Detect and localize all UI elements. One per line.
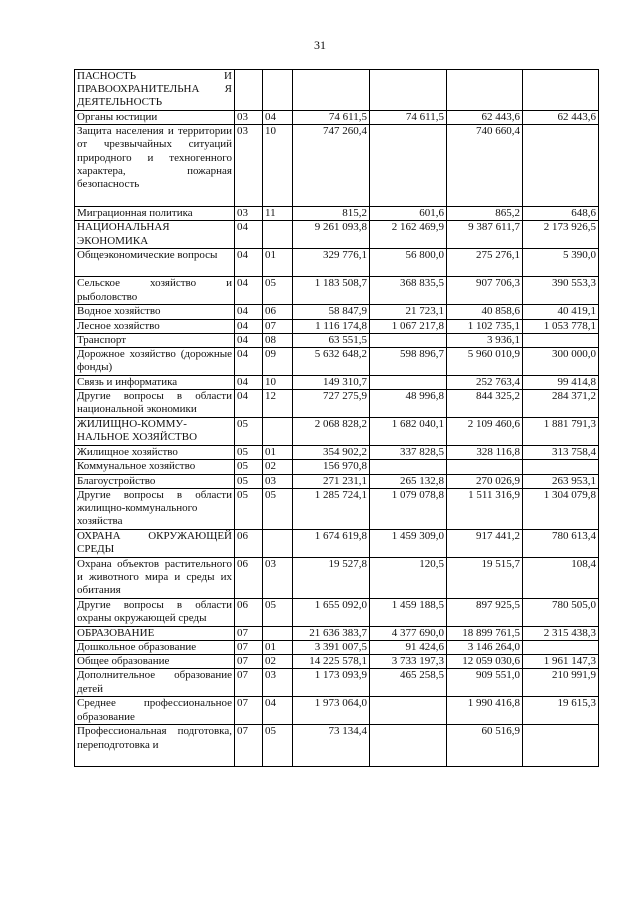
subsection-code: 05 xyxy=(263,725,293,767)
section-code: 06 xyxy=(235,529,263,557)
amount-col-2: 368 835,5 xyxy=(370,277,447,305)
amount-col-3: 18 899 761,5 xyxy=(447,626,523,640)
row-name: ОХРАНА ОКРУЖАЮЩЕЙ СРЕДЫ xyxy=(75,529,235,557)
amount-col-1: 354 902,2 xyxy=(293,446,370,460)
amount-col-3: 865,2 xyxy=(447,207,523,221)
table-row xyxy=(75,376,599,390)
row-name: Защита населения и территории от чрезвычайных ситуаций природного и техногенного характера, пожарная безопасность xyxy=(75,125,235,207)
table-row xyxy=(75,125,599,207)
amount-col-4: 40 419,1 xyxy=(523,305,599,319)
amount-col-4: 2 173 926,5 xyxy=(523,221,599,249)
amount-col-1: 58 847,9 xyxy=(293,305,370,319)
row-name: Общее образование xyxy=(75,655,235,669)
section-code: 04 xyxy=(235,277,263,305)
amount-col-3: 917 441,2 xyxy=(447,529,523,557)
row-name: ПАСНОСТЬ И ПРАВООХРАНИТЕЛЬНА Я ДЕЯТЕЛЬНОСТЬ xyxy=(75,70,235,111)
table-row xyxy=(75,333,599,347)
amount-col-4 xyxy=(523,460,599,474)
amount-col-4: 62 443,6 xyxy=(523,111,599,125)
subsection-code: 05 xyxy=(263,598,293,626)
row-name: Жилищное хозяйство xyxy=(75,446,235,460)
amount-col-1: 747 260,4 xyxy=(293,125,370,207)
row-name: Дополнительное образование детей xyxy=(75,669,235,697)
amount-col-1: 3 391 007,5 xyxy=(293,641,370,655)
amount-col-1: 1 655 092,0 xyxy=(293,598,370,626)
row-name: ОБРАЗОВАНИЕ xyxy=(75,626,235,640)
amount-col-2: 1 079 078,8 xyxy=(370,488,447,529)
amount-col-4 xyxy=(523,125,599,207)
section-code: 04 xyxy=(235,305,263,319)
amount-col-4: 263 953,1 xyxy=(523,474,599,488)
table-row xyxy=(75,207,599,221)
subsection-code: 02 xyxy=(263,655,293,669)
amount-col-3: 3 146 264,0 xyxy=(447,641,523,655)
subsection-code: 09 xyxy=(263,348,293,376)
table-row xyxy=(75,655,599,669)
table-row xyxy=(75,390,599,418)
table-row xyxy=(75,249,599,277)
subsection-code: 06 xyxy=(263,305,293,319)
amount-col-3: 270 026,9 xyxy=(447,474,523,488)
amount-col-3 xyxy=(447,460,523,474)
amount-col-4: 5 390,0 xyxy=(523,249,599,277)
amount-col-3: 1 511 316,9 xyxy=(447,488,523,529)
amount-col-4: 390 553,3 xyxy=(523,277,599,305)
section-code: 04 xyxy=(235,390,263,418)
row-name: Сельское хозяйство и рыболовство xyxy=(75,277,235,305)
table-row xyxy=(75,460,599,474)
section-code xyxy=(235,70,263,111)
amount-col-3: 907 706,3 xyxy=(447,277,523,305)
amount-col-2: 56 800,0 xyxy=(370,249,447,277)
section-code: 06 xyxy=(235,557,263,598)
amount-col-3: 275 276,1 xyxy=(447,249,523,277)
table-row xyxy=(75,305,599,319)
amount-col-3: 3 936,1 xyxy=(447,333,523,347)
amount-col-3: 5 960 010,9 xyxy=(447,348,523,376)
row-name: Миграционная политика xyxy=(75,207,235,221)
amount-col-3: 909 551,0 xyxy=(447,669,523,697)
subsection-code: 03 xyxy=(263,557,293,598)
row-name: Водное хозяйство xyxy=(75,305,235,319)
subsection-code: 10 xyxy=(263,125,293,207)
section-code: 04 xyxy=(235,333,263,347)
subsection-code: 01 xyxy=(263,446,293,460)
amount-col-2: 1 682 040,1 xyxy=(370,418,447,446)
section-code: 03 xyxy=(235,207,263,221)
amount-col-1: 5 632 648,2 xyxy=(293,348,370,376)
section-code: 07 xyxy=(235,626,263,640)
amount-col-4: 300 000,0 xyxy=(523,348,599,376)
amount-col-3: 2 109 460,6 xyxy=(447,418,523,446)
section-code: 06 xyxy=(235,598,263,626)
table-row xyxy=(75,725,599,767)
amount-col-3: 1 102 735,1 xyxy=(447,319,523,333)
amount-col-4: 210 991,9 xyxy=(523,669,599,697)
amount-col-2 xyxy=(370,376,447,390)
amount-col-2: 21 723,1 xyxy=(370,305,447,319)
table-row xyxy=(75,529,599,557)
amount-col-4: 1 304 079,8 xyxy=(523,488,599,529)
section-code: 04 xyxy=(235,376,263,390)
amount-col-2 xyxy=(370,125,447,207)
table-row xyxy=(75,697,599,725)
row-name: Дошкольное образование xyxy=(75,641,235,655)
amount-col-1: 1 173 093,9 xyxy=(293,669,370,697)
table-row xyxy=(75,446,599,460)
row-name: Профессиональная подготовка, переподготовка и xyxy=(75,725,235,767)
amount-col-2: 465 258,5 xyxy=(370,669,447,697)
amount-col-3: 9 387 611,7 xyxy=(447,221,523,249)
subsection-code xyxy=(263,221,293,249)
amount-col-4: 19 615,3 xyxy=(523,697,599,725)
amount-col-1: 149 310,7 xyxy=(293,376,370,390)
section-code: 05 xyxy=(235,474,263,488)
subsection-code: 07 xyxy=(263,319,293,333)
section-code: 07 xyxy=(235,669,263,697)
subsection-code: 10 xyxy=(263,376,293,390)
row-name: Среднее профессиональное образование xyxy=(75,697,235,725)
section-code: 04 xyxy=(235,249,263,277)
row-name: Органы юстиции xyxy=(75,111,235,125)
row-name: Коммунальное хозяйство xyxy=(75,460,235,474)
amount-col-1: 73 134,4 xyxy=(293,725,370,767)
amount-col-1: 21 636 383,7 xyxy=(293,626,370,640)
subsection-code xyxy=(263,70,293,111)
amount-col-4: 780 505,0 xyxy=(523,598,599,626)
amount-col-2 xyxy=(370,725,447,767)
amount-col-1: 14 225 578,1 xyxy=(293,655,370,669)
amount-col-3: 62 443,6 xyxy=(447,111,523,125)
section-code: 05 xyxy=(235,446,263,460)
subsection-code: 03 xyxy=(263,669,293,697)
amount-col-2: 337 828,5 xyxy=(370,446,447,460)
amount-col-1: 329 776,1 xyxy=(293,249,370,277)
subsection-code: 02 xyxy=(263,460,293,474)
table-row xyxy=(75,598,599,626)
amount-col-4: 2 315 438,3 xyxy=(523,626,599,640)
amount-col-2 xyxy=(370,460,447,474)
amount-col-2: 1 459 188,5 xyxy=(370,598,447,626)
section-code: 04 xyxy=(235,348,263,376)
subsection-code: 04 xyxy=(263,697,293,725)
table-row xyxy=(75,474,599,488)
subsection-code: 05 xyxy=(263,488,293,529)
amount-col-4: 108,4 xyxy=(523,557,599,598)
subsection-code: 01 xyxy=(263,641,293,655)
row-name: Лесное хозяйство xyxy=(75,319,235,333)
table-row xyxy=(75,277,599,305)
amount-col-1: 19 527,8 xyxy=(293,557,370,598)
amount-col-1: 1 285 724,1 xyxy=(293,488,370,529)
amount-col-2 xyxy=(370,697,447,725)
row-name: Дорожное хозяйство (дорожные фонды) xyxy=(75,348,235,376)
section-code: 07 xyxy=(235,725,263,767)
subsection-code xyxy=(263,418,293,446)
row-name: ЖИЛИЩНО-КОММУ-НАЛЬНОЕ ХОЗЯЙСТВО xyxy=(75,418,235,446)
amount-col-2: 74 611,5 xyxy=(370,111,447,125)
amount-col-3 xyxy=(447,70,523,111)
amount-col-4: 99 414,8 xyxy=(523,376,599,390)
amount-col-1: 63 551,5 xyxy=(293,333,370,347)
subsection-code: 08 xyxy=(263,333,293,347)
amount-col-2: 120,5 xyxy=(370,557,447,598)
amount-col-4: 780 613,4 xyxy=(523,529,599,557)
row-name: Охрана объектов растительного и животного мира и среды их обитания xyxy=(75,557,235,598)
table-row xyxy=(75,319,599,333)
amount-col-2: 1 067 217,8 xyxy=(370,319,447,333)
page-number: 31 xyxy=(314,38,326,52)
amount-col-2 xyxy=(370,70,447,111)
row-name: Благоустройство xyxy=(75,474,235,488)
amount-col-4: 648,6 xyxy=(523,207,599,221)
row-name: Связь и информатика xyxy=(75,376,235,390)
amount-col-4: 1 881 791,3 xyxy=(523,418,599,446)
section-code: 04 xyxy=(235,221,263,249)
section-code: 03 xyxy=(235,111,263,125)
amount-col-2: 48 996,8 xyxy=(370,390,447,418)
subsection-code: 04 xyxy=(263,111,293,125)
amount-col-4 xyxy=(523,333,599,347)
subsection-code xyxy=(263,626,293,640)
amount-col-2: 4 377 690,0 xyxy=(370,626,447,640)
table-row xyxy=(75,221,599,249)
section-code: 05 xyxy=(235,460,263,474)
table-row xyxy=(75,669,599,697)
amount-col-1: 9 261 093,8 xyxy=(293,221,370,249)
amount-col-3: 740 660,4 xyxy=(447,125,523,207)
subsection-code: 11 xyxy=(263,207,293,221)
row-name: Другие вопросы в области национальной экономики xyxy=(75,390,235,418)
amount-col-2: 91 424,6 xyxy=(370,641,447,655)
section-code: 03 xyxy=(235,125,263,207)
section-code: 04 xyxy=(235,319,263,333)
amount-col-2: 1 459 309,0 xyxy=(370,529,447,557)
amount-col-1: 156 970,8 xyxy=(293,460,370,474)
amount-col-4 xyxy=(523,725,599,767)
subsection-code: 12 xyxy=(263,390,293,418)
amount-col-2: 3 733 197,3 xyxy=(370,655,447,669)
budget-table xyxy=(74,69,599,767)
amount-col-4: 313 758,4 xyxy=(523,446,599,460)
amount-col-3: 897 925,5 xyxy=(447,598,523,626)
table-row xyxy=(75,641,599,655)
subsection-code: 03 xyxy=(263,474,293,488)
row-name: Другие вопросы в области охраны окружающей среды xyxy=(75,598,235,626)
amount-col-1 xyxy=(293,70,370,111)
table-row xyxy=(75,418,599,446)
table-row xyxy=(75,70,599,111)
amount-col-3: 844 325,2 xyxy=(447,390,523,418)
row-name: Общеэкономические вопросы xyxy=(75,249,235,277)
amount-col-2: 265 132,8 xyxy=(370,474,447,488)
table-row xyxy=(75,626,599,640)
table-row xyxy=(75,348,599,376)
amount-col-3: 252 763,4 xyxy=(447,376,523,390)
subsection-code: 05 xyxy=(263,277,293,305)
section-code: 05 xyxy=(235,418,263,446)
table-row xyxy=(75,557,599,598)
amount-col-4 xyxy=(523,70,599,111)
amount-col-1: 1 973 064,0 xyxy=(293,697,370,725)
amount-col-2: 601,6 xyxy=(370,207,447,221)
table-row xyxy=(75,488,599,529)
amount-col-4 xyxy=(523,641,599,655)
amount-col-3: 60 516,9 xyxy=(447,725,523,767)
amount-col-1: 727 275,9 xyxy=(293,390,370,418)
amount-col-4: 284 371,2 xyxy=(523,390,599,418)
amount-col-3: 12 059 030,6 xyxy=(447,655,523,669)
row-name: Другие вопросы в области жилищно-коммунального хозяйства xyxy=(75,488,235,529)
amount-col-3: 1 990 416,8 xyxy=(447,697,523,725)
subsection-code: 01 xyxy=(263,249,293,277)
amount-col-3: 40 858,6 xyxy=(447,305,523,319)
section-code: 07 xyxy=(235,697,263,725)
amount-col-1: 1 116 174,8 xyxy=(293,319,370,333)
amount-col-1: 1 183 508,7 xyxy=(293,277,370,305)
amount-col-1: 1 674 619,8 xyxy=(293,529,370,557)
amount-col-2 xyxy=(370,333,447,347)
amount-col-1: 2 068 828,2 xyxy=(293,418,370,446)
amount-col-2: 2 162 469,9 xyxy=(370,221,447,249)
amount-col-4: 1 961 147,3 xyxy=(523,655,599,669)
section-code: 05 xyxy=(235,488,263,529)
amount-col-4: 1 053 778,1 xyxy=(523,319,599,333)
amount-col-3: 19 515,7 xyxy=(447,557,523,598)
amount-col-1: 815,2 xyxy=(293,207,370,221)
row-name: НАЦИОНАЛЬНАЯ ЭКОНОМИКА xyxy=(75,221,235,249)
amount-col-1: 74 611,5 xyxy=(293,111,370,125)
amount-col-2: 598 896,7 xyxy=(370,348,447,376)
table-body xyxy=(75,70,599,767)
section-code: 07 xyxy=(235,641,263,655)
section-code: 07 xyxy=(235,655,263,669)
table-row xyxy=(75,111,599,125)
subsection-code xyxy=(263,529,293,557)
row-name: Транспорт xyxy=(75,333,235,347)
amount-col-3: 328 116,8 xyxy=(447,446,523,460)
amount-col-1: 271 231,1 xyxy=(293,474,370,488)
